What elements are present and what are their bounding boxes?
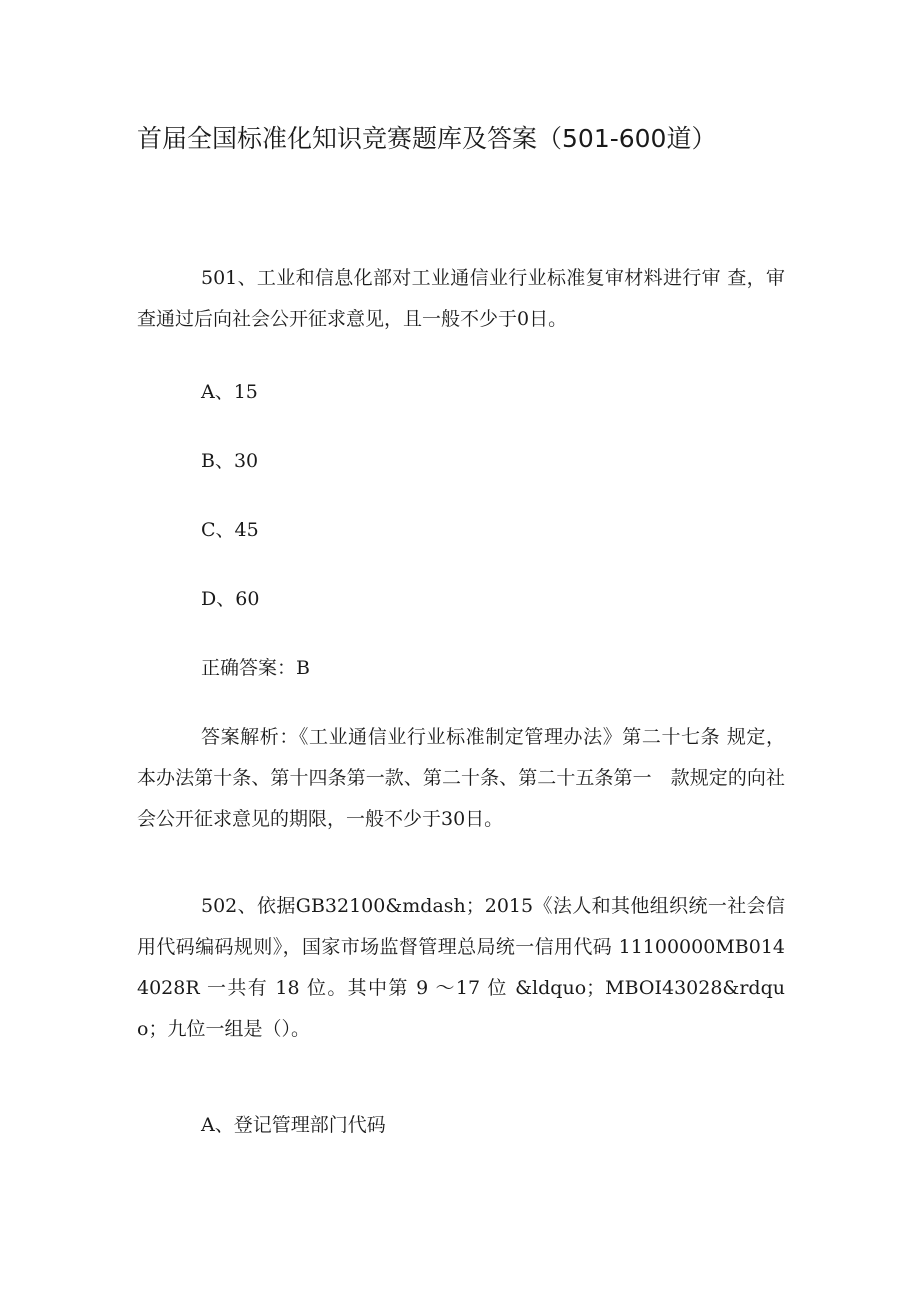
question-502-text: 502、依据GB32100&mdash；2015《法人和其他组织统一社会信 用代码编码规则》，国家市场监督管理总局统一信用代码 11100000MB0144028R 一共有 18 位。其中第 9 ～17 位 &ldquo；MBOI43028&rdquo；九位一组是（）。 — [137, 895, 785, 1040]
question-501-option-c: C、45 — [201, 519, 259, 541]
document-title: 首届全国标准化知识竞赛题库及答案（501-600道） — [137, 124, 717, 153]
question-502-option-a: A、登记管理部门代码 — [201, 1114, 386, 1136]
question-501-text: 501、工业和信息化部对工业通信业行业标准复审材料进行审 查，审查通过后向社会公开征求意见，且一般不少于0日。 — [137, 267, 785, 330]
question-501-option-a: A、15 — [201, 381, 258, 403]
question-501-analysis: 答案解析：《工业通信业行业标准制定管理办法》第二十七条 规定，本办法第十条、第十四条第一款、第二十条、第二十五条第一 款规定的向社会公开征求意见的期限，一般不少于30日。 — [137, 726, 785, 830]
question-501-option-d: D、60 — [201, 588, 260, 610]
question-501-option-b: B、30 — [201, 450, 259, 472]
question-501-answer: 正确答案：B — [201, 657, 310, 679]
